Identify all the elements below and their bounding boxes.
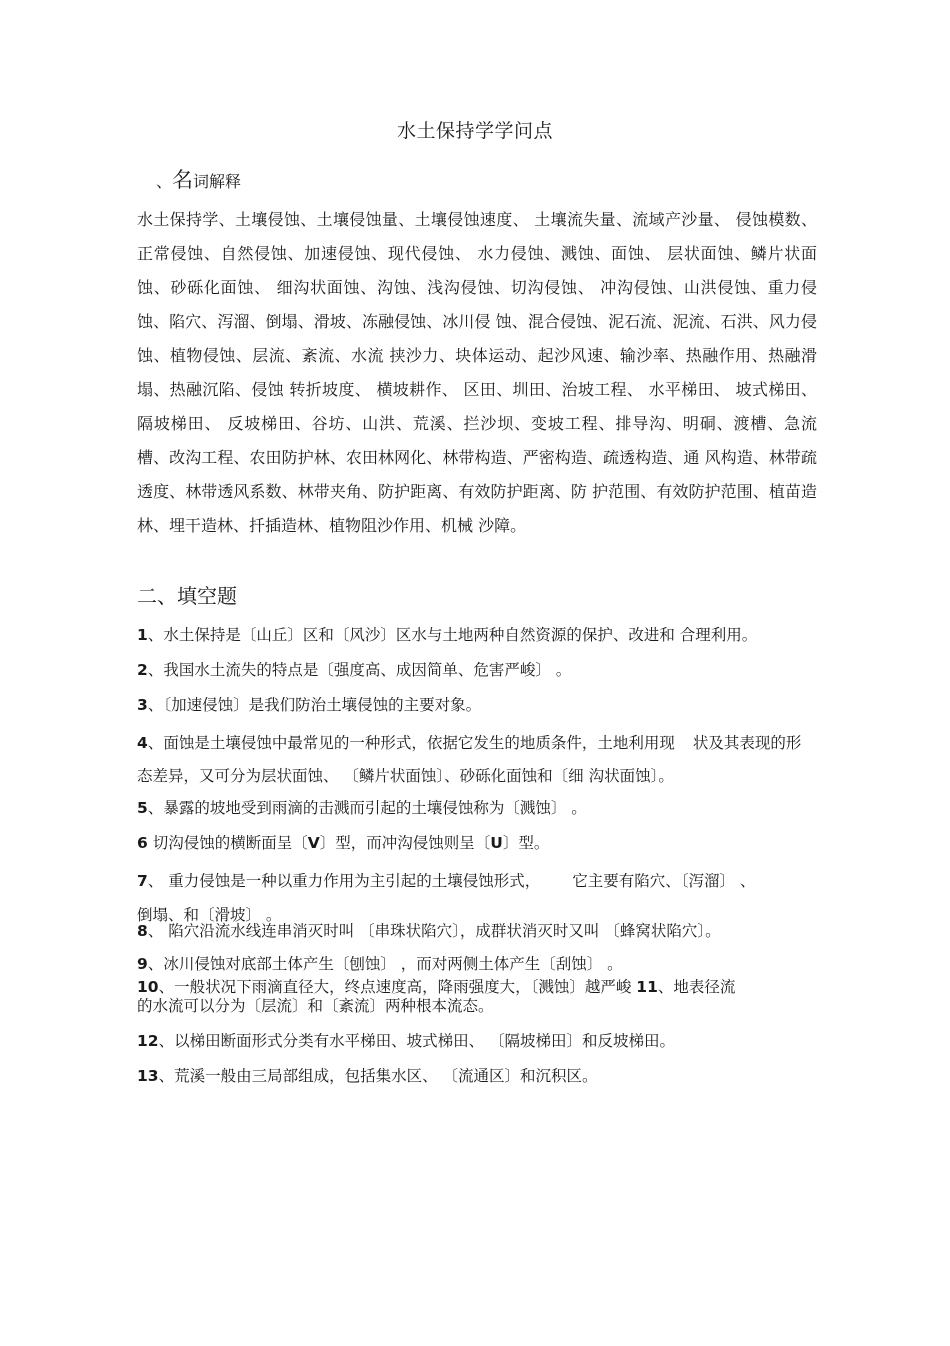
question-1: 1、水土保持是〔山丘〕区和〔风沙〕区水与土地两种自然资源的保护、改进和 合理利用。 [137,626,758,644]
question-8: 8、 陷穴沿流水线连串消灭时叫 〔串珠状陷穴〕，成群状消灭时又叫 〔蜂窝状陷穴〕。 [137,922,721,940]
question-5: 5、暴露的坡地受到雨滴的击溅而引起的土壤侵蚀称为〔溅蚀〕 。 [137,799,587,817]
section-heading-big-char: 名 [172,168,194,192]
question-10-11: 10、一般状况下雨滴直径大，终点速度高，降雨强度大，〔溅蚀〕越严峻 11、地表径流 的水流可以分为〔层流〕和〔紊流〕两种根本流态。 [137,978,736,1015]
question-9: 9、冰川侵蚀对底部土体产生〔刨蚀〕 ，而对两侧土体产生〔刮蚀〕 。 [137,955,623,973]
question-6: 6 切沟侵蚀的横断面呈〔V〕型，而冲沟侵蚀则呈〔U〕型。 [137,834,550,852]
question-3: 3、〔加速侵蚀〕是我们防治土壤侵蚀的主要对象。 [137,696,482,714]
question-13: 13、荒溪一般由三局部组成，包括集水区、 〔流通区〕和沉积区。 [137,1067,598,1085]
section-heading-rest: 词解释 [193,172,242,191]
question-12: 12、以梯田断面形式分类有水平梯田、坡式梯田、 〔隔坡梯田〕和反坡梯田。 [137,1032,676,1050]
section-heading-fill-blank: 二、填空题 [137,584,237,608]
section-prefix: 、 [156,172,173,191]
question-7: 7、 重力侵蚀是一种以重力作用为主引起的土壤侵蚀形式， 它主要有陷穴、〔泻溜〕 、 倒塌、和〔滑坡〕 。 [137,872,756,924]
terms-paragraph: 水土保持学、土壤侵蚀、土壤侵蚀量、土壤侵蚀速度、 土壤流失量、流域产沙量、 侵蚀模数、正常侵蚀、自然侵蚀、加速侵蚀、现代侵蚀、 水力侵蚀、溅蚀、面蚀、 层状面蚀、鳞片状面蚀、砂砾化面蚀、 细沟状面蚀、沟蚀、浅沟侵蚀、切沟侵蚀、 冲沟侵蚀、山洪侵蚀、重力侵蚀、陷穴、泻溜、倒塌、滑坡、冻融侵蚀、冰川侵 蚀、混合侵蚀、泥石流、泥流、石洪、风力侵蚀、植物侵蚀、层流、紊流、水流 挟沙力、块体运动、起沙风速、输沙率、热融作用、热融滑塌、热融沉陷、侵蚀 转折坡度、 横坡耕作、 区田、圳田、治坡工程、 水平梯田、 坡式梯田、 隔坡梯田、 反坡梯田、谷坊、山洪、荒溪、拦沙坝、变坡工程、排导沟、明硐、渡槽、急流 槽、改沟工程、农田防护林、农田林网化、林带构造、严密构造、疏透构造、通 风构造、林带疏透度、林带透风系数、林带夹角、防护距离、有效防护距离、防 护范围、有效防护范围、植苗造林、埋干造林、扦插造林、植物阻沙作用、机械 沙障。 [137,210,817,535]
question-2: 2、我国水土流失的特点是〔强度高、成因简单、危害严峻〕 。 [137,661,572,679]
question-4: 4、面蚀是土壤侵蚀中最常见的一种形式，依据它发生的地质条件，土地利用现 状及其表现的形态差异，又可分为层状面蚀、 〔鳞片状面蚀〕、砂砾化面蚀和〔细 沟状面蚀〕。 [137,734,802,785]
document-title: 水土保持学学问点 [396,120,553,142]
section-heading-terms [156,164,241,194]
